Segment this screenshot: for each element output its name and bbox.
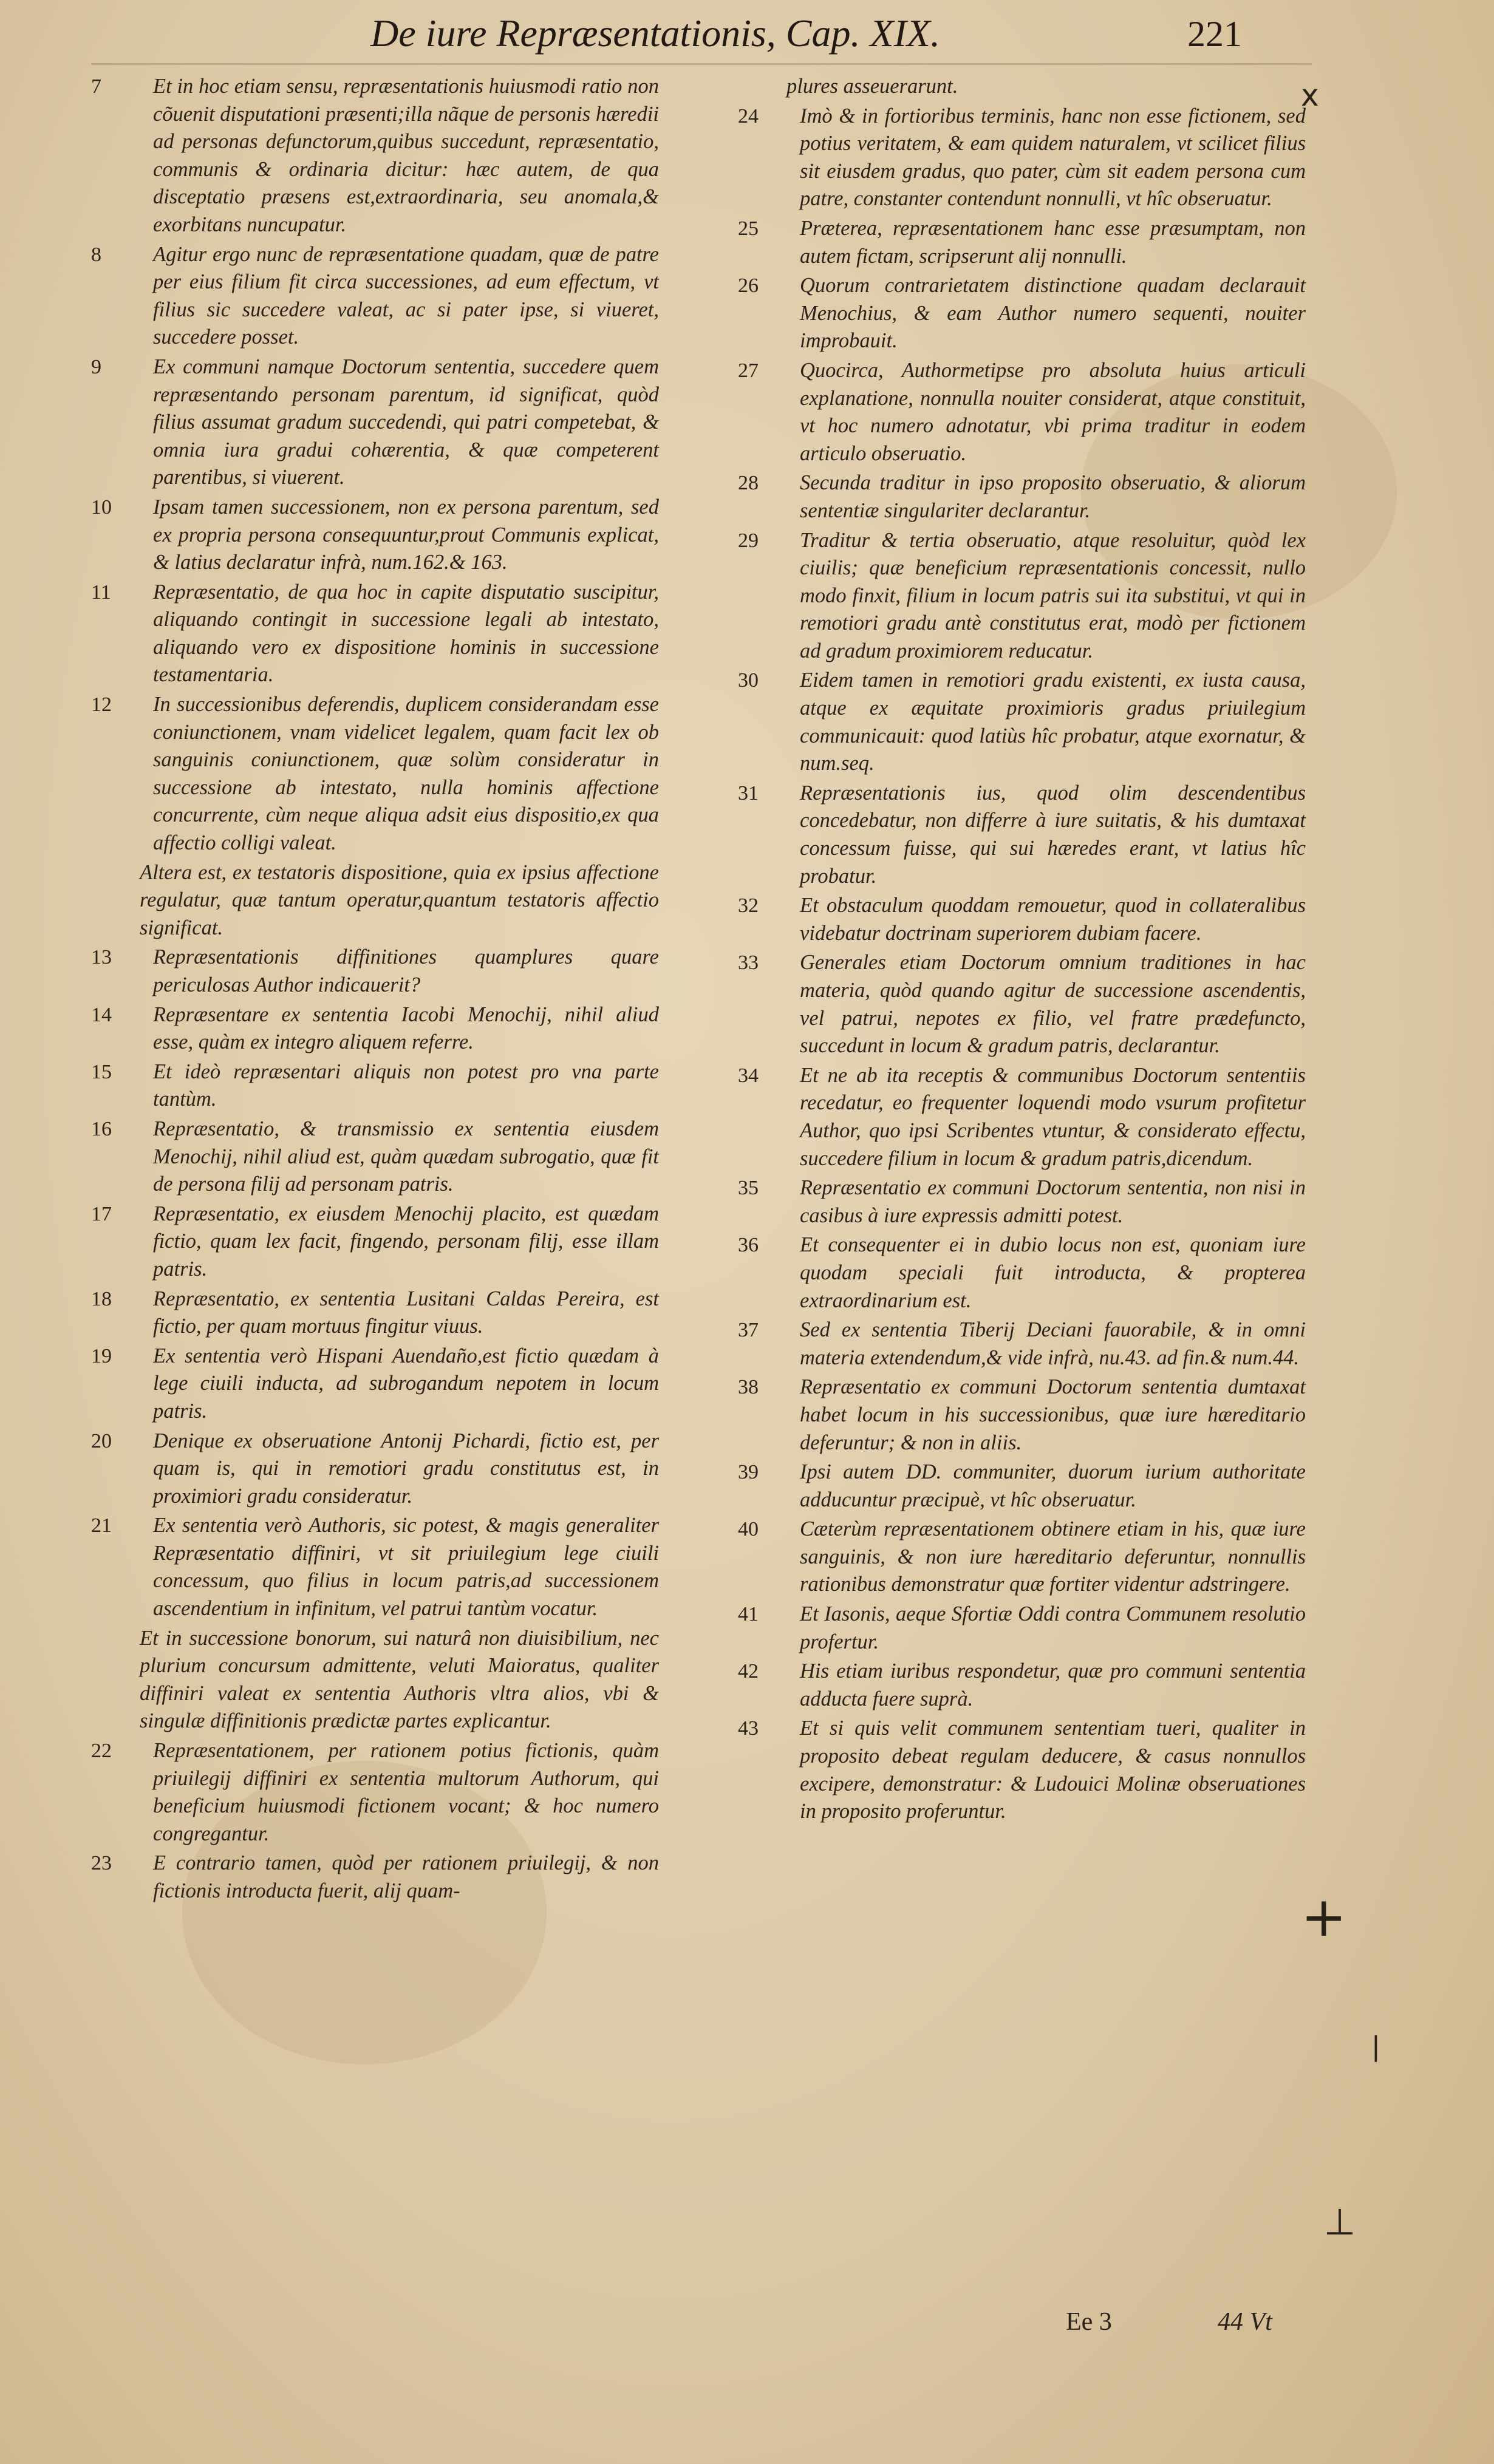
signature-mark: Ee 3 [1066,2308,1112,2336]
entry-number: 33 [738,951,759,975]
entry-number: 14 [91,1003,112,1026]
summary-entry [91,1737,659,1848]
entry-text: Repræsentationis diffinitiones quamplures quare periculosas Author indicauerit? [153,945,659,996]
margin-tick-mark: | [1371,2031,1380,2062]
summary-entry [738,272,1306,355]
page-number: 221 [1187,14,1242,54]
entry-text: Repræsentatio, ex eiusdem Menochij placito, est quædam fictio, quam lex facit, fingendo, personam filij, esse illam patris. [153,1202,659,1281]
summary-entry [91,1115,659,1199]
summary-entry [91,353,659,492]
entry-number: 29 [738,529,759,552]
summary-entry [738,1458,1306,1514]
right-column [738,73,1306,1828]
summary-entry [91,1512,659,1622]
entry-text: Et consequenter ei in dubio locus non est, quoniam iure quodam speciali fuit introducta, & propterea extraordinarium est. [800,1233,1306,1312]
summary-entry [738,357,1306,468]
entry-text: Altera est, ex testatoris dispositione, quia ex ipsius affectione regulatur, quæ tantum operatur,quantum testatoris affectio significat. [140,860,659,939]
header-rule [91,63,1312,65]
entry-number: 16 [91,1117,112,1140]
entry-text: Denique ex obseruatione Antonij Pichardi, fictio est, per quam is, qui in remotiori gradu constitutus est, in proximiori gradu consideratur. [153,1429,659,1508]
entry-number: 10 [91,495,112,519]
summary-entry [738,527,1306,665]
entry-number: 18 [91,1287,112,1310]
entry-number: 7 [91,75,101,98]
entry-text: Et obstaculum quoddam remouetur, quod in collateralibus videbatur doctrinam superiorem dubiam facere. [800,894,1306,945]
entry-number: 21 [91,1514,112,1537]
summary-entry [738,1174,1306,1230]
running-header [0,11,1494,60]
entry-number: 17 [91,1202,112,1225]
entry-text: E contrario tamen, quòd per rationem priuilegij, & non fictionis introducta fuerit, alij quam- [153,1851,659,1902]
entry-text: Repræsentatio, ex sententia Lusitani Caldas Pereira, est fictio, per quam mortuus fingitur viuus. [153,1287,659,1338]
summary-entry [738,1601,1306,1656]
summary-entry [91,579,659,689]
summary-entry [738,1231,1306,1315]
summary-entry [91,241,659,352]
summary-entry [91,1285,659,1341]
summary-entry [91,691,659,857]
entry-text: Ex sententia verò Hispani Auendaño,est fictio quædam à lege ciuili inducta, ad subrogandum nepotem in locum patris. [153,1344,659,1423]
summary-entry [91,1058,659,1114]
entry-number: 42 [738,1660,759,1683]
catchword: 44 Vt [1218,2308,1272,2336]
entry-text: Cæterùm repræsentationem obtinere etiam in his, quæ iure sanguinis, & non iure hæreditario deferuntur, nonnullis rationibus demonstratur quæ fortiter videntur adstringere. [800,1517,1306,1596]
entry-text: Traditur & tertia obseruatio, atque resoluitur, quòd lex ciuilis; quæ beneficium repræsentationis concessit, nullo modo finxit, filium in locum patris sui ita substitui, vt qui in remotiori gradu antè constitutus erat, modò per fictionem ad gradum proximiorem reducatur. [800,528,1306,662]
entry-number: 27 [738,359,759,382]
entry-text: Secunda traditur in ipso proposito obseruatio, & aliorum sententiæ singulariter declarantur. [800,471,1306,522]
summary-entry [738,1373,1306,1457]
entry-text: In successionibus deferendis, duplicem considerandam esse coniunctionem, vnam videlicet legalem, quam facit lex ob sanguinis coniunctionem, quæ solùm consideratur in successione ab intestato, nulla hominis affectione concurrente, cùm neque aliqua adsit eius dispositio,ex qua affectio colligi valeat. [153,693,659,855]
entry-number: 35 [738,1177,759,1200]
entry-number: 39 [738,1461,759,1484]
entry-text: Ipsam tamen successionem, non ex persona parentum, sed ex propria persona consequuntur,prout Communis explicat, & latius declaratur infrà, num.162.& 163. [153,495,659,574]
entry-number: 11 [91,580,111,604]
summary-entry [738,1062,1306,1172]
summary-entry [738,1658,1306,1713]
summary-entry [738,1316,1306,1372]
entry-text: Agitur ergo nunc de repræsentatione quadam, quæ de patre per eius filium fit circa successiones, ad eum effectum, vt filius sic succedere valeat, ac si pater ipse, si viueret, succedere posset. [153,242,659,349]
entry-text: Quocirca, Authormetipse pro absoluta huius articuli explanatione, nonnulla nouiter considerat, atque constituit, vt hoc numero adnotatur, vbi prima traditur in eodem articulo obseruatio. [800,358,1306,465]
entry-text: Et Iasonis, aeque Sfortiæ Oddi contra Communem resolutio profertur. [800,1602,1306,1653]
entry-text: Repræsentatio ex communi Doctorum sententia dumtaxat habet locum in his successionibus, quæ iure hæreditario deferuntur; & non in aliis. [800,1375,1306,1454]
summary-entry [738,1715,1306,1825]
entry-text: Eidem tamen in remotiori gradu existenti, ex iusta causa, atque ex æquitate proximioris gradus priuilegium communicauit: quod latiùs hîc probatur, atque exornatur, & num.seq. [800,669,1306,775]
summary-entry [738,667,1306,777]
summary-entry [91,1343,659,1426]
summary-entry [91,1850,659,1905]
entry-number: 30 [738,669,759,692]
entry-text: Repræsentatio, & transmissio ex sententia eiusdem Menochij, nihil aliud est, quàm quædam subrogatio, quæ fit de persona filij ad personam patris. [153,1117,659,1196]
entry-number: 31 [738,781,759,805]
entry-number: 37 [738,1319,759,1342]
entry-number: 23 [91,1852,112,1875]
entry-number: 15 [91,1060,112,1083]
entry-text: Generales etiam Doctorum omnium traditiones in hac materia, quòd quando agitur de successione ascendentis, vel patrui, nepotes ex filio, vel fratre prædefuncto, succedunt in locum & gradum patris, declarantur. [800,951,1306,1058]
entry-text: Imò & in fortioribus terminis, hanc non esse fictionem, sed potius veritatem, & eam quidem naturalem, vt scilicet filius sit eiusdem gradus, quo pater, cùm sit eadem persona cum patre, constanter contendunt nonnulli, vt hîc obseruatur. [800,104,1306,211]
entry-number: 8 [91,243,101,266]
summary-entry [91,944,659,999]
entry-number: 25 [738,217,759,240]
summary-entry [738,949,1306,1060]
margin-x-mark: x [1301,78,1319,113]
entry-text: Repræsentatio ex communi Doctorum sententia, non nisi in casibus à iure expressis admitti potest. [800,1176,1306,1227]
margin-t-mark: ⊥ [1324,2201,1356,2244]
summary-entry [91,1428,659,1511]
entry-text: Quorum contrarietatem distinctione quadam declarauit Menochius, & eam Author numero sequenti, nouiter improbauit. [800,274,1306,353]
entry-number: 36 [738,1234,759,1257]
entry-number: 12 [91,693,112,716]
entry-number: 40 [738,1518,759,1541]
entry-text: Repræsentationis ius, quod olim descendentibus concedebatur, non differre à iure suitatis, & his dumtaxat concessum fuisse, qui sui hæredes erant, vt latius hîc probatur. [800,781,1306,888]
entry-text: Repræsentare ex sententia Iacobi Menochij, nihil aliud esse, quàm ex integro aliquem referre. [153,1002,659,1054]
entry-number: 28 [738,472,759,495]
entry-number: 43 [738,1717,759,1740]
entry-number: 41 [738,1603,759,1626]
entry-number: 9 [91,355,101,378]
entry-text: Ipsi autem DD. communiter, duorum iurium authoritate adducuntur præcipuè, vt hîc obseruatur. [800,1460,1306,1511]
entry-number: 20 [91,1429,112,1452]
entry-number: 13 [91,946,112,969]
summary-entry [738,469,1306,525]
summary-entry [738,73,1306,101]
summary-entry [738,780,1306,890]
summary-entry [91,1200,659,1284]
entry-text: Præterea, repræsentationem hanc esse præsumptam, non autem fictam, scripserunt alij nonnulli. [800,216,1306,268]
summary-entry [738,1516,1306,1599]
entry-number: 22 [91,1740,112,1763]
entry-text: Repræsentatio, de qua hoc in capite disputatio suscipitur, aliquando contingit in successione legali ab intestato, aliquando vero ex dispositione hominis in successione testamentaria. [153,580,659,687]
summary-entry [91,859,659,942]
entry-number: 38 [738,1376,759,1399]
entry-text: His etiam iuribus respondetur, quæ pro communi sententia adducta fuere suprà. [800,1659,1306,1710]
summary-entry [91,73,659,239]
entry-number: 19 [91,1344,112,1367]
entry-text: Et ideò repræsentari aliquis non potest pro vna parte tantùm. [153,1060,659,1111]
summary-entry [91,1625,659,1735]
entry-number: 32 [738,894,759,917]
entry-text: Et in successione bonorum, sui naturâ non diuisibilium, nec plurium concursum admittente, veluti Maioratus, qualiter diffiniri valeat ex sententia Authoris vltra alios, vbi & singulæ diffinitionis prædictæ partes explicantur. [140,1626,659,1733]
entry-text: Et in hoc etiam sensu, repræsentationis huiusmodi ratio non cõuenit disputationi præsenti;illa nãque de personis hæredii ad personas defunctorum,quibus succedunt, repræsentatio, communis & ordinaria dicitur: hæc autem, de qua disceptatio præsens est,extraordinaria, seu anomala,& exorbitans nuncupatur. [153,75,659,236]
entry-text: Ex sententia verò Authoris, sic potest, & magis generaliter Repræsentatio diffiniri, vt sit priuilegium lege ciuili concessum, quo filius in locum patris,ad successionem ascendentium in infinitum, vel patrui tantùm vocatur. [153,1514,659,1621]
summary-entry [91,494,659,577]
entry-text: Sed ex sententia Tiberij Deciani fauorabile, & in omni materia extendendum,& vide infrà, nu.43. ad fin.& num.44. [800,1318,1306,1369]
summary-entry [738,103,1306,213]
entry-text: Et si quis velit communem sententiam tueri, qualiter in proposito debeat regulam deducere, & casus nonnullos excipere, demonstratur: & Ludouici Molinæ obseruationes in proposito proferuntur. [800,1717,1306,1823]
entry-number: 26 [738,274,759,298]
entry-text: Ex communi namque Doctorum sententia, succedere quem repræsentando personam parentum, id significat, quòd filius assumat gradum succedendi, qui patri competebat, & omnia iura gradui cohærentia, & quæ competerent parentibus, si viuerent. [153,355,659,489]
summary-entry [738,892,1306,947]
entry-text: Et ne ab ita receptis & communibus Doctorum sententiis recedatur, eo frequenter loquendi modo vsurum profitetur Author, quo ipsi Scribentes vtuntur, & considerato effectu, succedere filium in locum & gradum patris,dicendum. [800,1063,1306,1170]
entry-text: Repræsentationem, per rationem potius fictionis, quàm priuilegij diffiniri ex sententia multorum Authorum, qui beneficium huiusmodi fictionem vocant; & hoc numero congregantur. [153,1739,659,1845]
summary-entry [91,1001,659,1057]
entry-number: 34 [738,1064,759,1087]
entry-text: plures asseuerarunt. [786,75,958,98]
entry-number: 24 [738,104,759,128]
summary-entry [738,215,1306,270]
running-title: De iure Repræsentationis, Cap. XIX. [370,12,940,55]
margin-plus-mark: + [1301,1885,1347,1949]
left-column [91,73,659,1907]
